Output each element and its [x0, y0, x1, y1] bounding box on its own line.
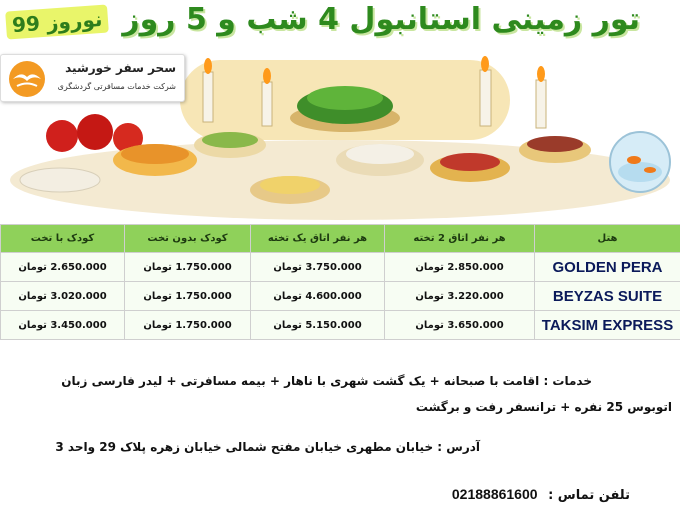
agency-name: سحر سفر خورشید — [65, 61, 176, 75]
cell-double: 3.220.000 تومان — [385, 282, 535, 311]
cell-single: 3.750.000 تومان — [251, 253, 385, 282]
bowl-icon — [113, 144, 197, 176]
phone-label: تلفن تماس : — [548, 488, 630, 503]
sun-bird-logo-icon — [7, 59, 47, 99]
col-header-double: هر نفر اتاق 2 تخته — [385, 225, 535, 253]
services-line-2: اتوبوس 25 نفره + ترانسفر رفت و برگشت — [415, 400, 672, 414]
cell-child-bed: 3.450.000 تومان — [1, 311, 125, 340]
agency-logo — [0, 54, 185, 102]
cell-hotel: BEYZAS SUITE — [535, 282, 680, 311]
cell-child-no-bed: 1.750.000 تومان — [125, 282, 251, 311]
table-row — [1, 253, 680, 282]
bowl-icon — [194, 132, 266, 158]
plate-icon — [20, 168, 100, 192]
bowl-icon — [336, 144, 424, 176]
contact-phone — [452, 486, 630, 503]
phone-number[interactable]: 02188861600 — [451, 486, 538, 502]
cell-double: 2.850.000 تومان — [385, 253, 535, 282]
candle-icon — [203, 58, 213, 122]
header-banner — [0, 0, 680, 220]
address-text: آدرس : خیابان مطهری خیابان مفتح شمالی خیابان زهره پلاک 29 واحد 3 — [55, 440, 480, 454]
col-header-single: هر نفر اتاق یک تخته — [251, 225, 385, 253]
page-title: تور زمینی استانبول 4 شب و 5 روز — [122, 2, 640, 37]
col-header-child-no-bed: کودک بدون تخت — [125, 225, 251, 253]
table-header-row — [1, 225, 680, 253]
cell-child-bed: 2.650.000 تومان — [1, 253, 125, 282]
col-header-hotel: هتل — [535, 225, 680, 253]
table-row — [1, 311, 680, 340]
nowruz-badge: نوروز 99 — [5, 4, 109, 39]
cell-hotel: GOLDEN PERA — [535, 253, 680, 282]
cell-child-no-bed: 1.750.000 تومان — [125, 253, 251, 282]
price-table — [0, 224, 680, 340]
cell-child-no-bed: 1.750.000 تومان — [125, 311, 251, 340]
agency-subtitle: شرکت خدمات مسافرتی گردشگری — [57, 82, 176, 91]
candle-icon — [536, 66, 546, 128]
cell-single: 5.150.000 تومان — [251, 311, 385, 340]
cell-double: 3.650.000 تومان — [385, 311, 535, 340]
cell-child-bed: 3.020.000 تومان — [1, 282, 125, 311]
bowl-icon — [250, 176, 330, 204]
table-row — [1, 282, 680, 311]
apple-icon — [46, 114, 143, 153]
cell-hotel: TAKSIM EXPRESS — [535, 311, 680, 340]
goldfish-bowl-icon — [610, 132, 670, 192]
bowl-icon — [519, 136, 591, 163]
services-line-1: خدمات : اقامت با صبحانه + یک گشت شهری با ناهار + بیمه مسافرتی + لیدر فارسی زبان — [61, 374, 592, 388]
cell-single: 4.600.000 تومان — [251, 282, 385, 311]
col-header-child-bed: کودک با تخت — [1, 225, 125, 253]
candle-icon — [262, 68, 272, 126]
